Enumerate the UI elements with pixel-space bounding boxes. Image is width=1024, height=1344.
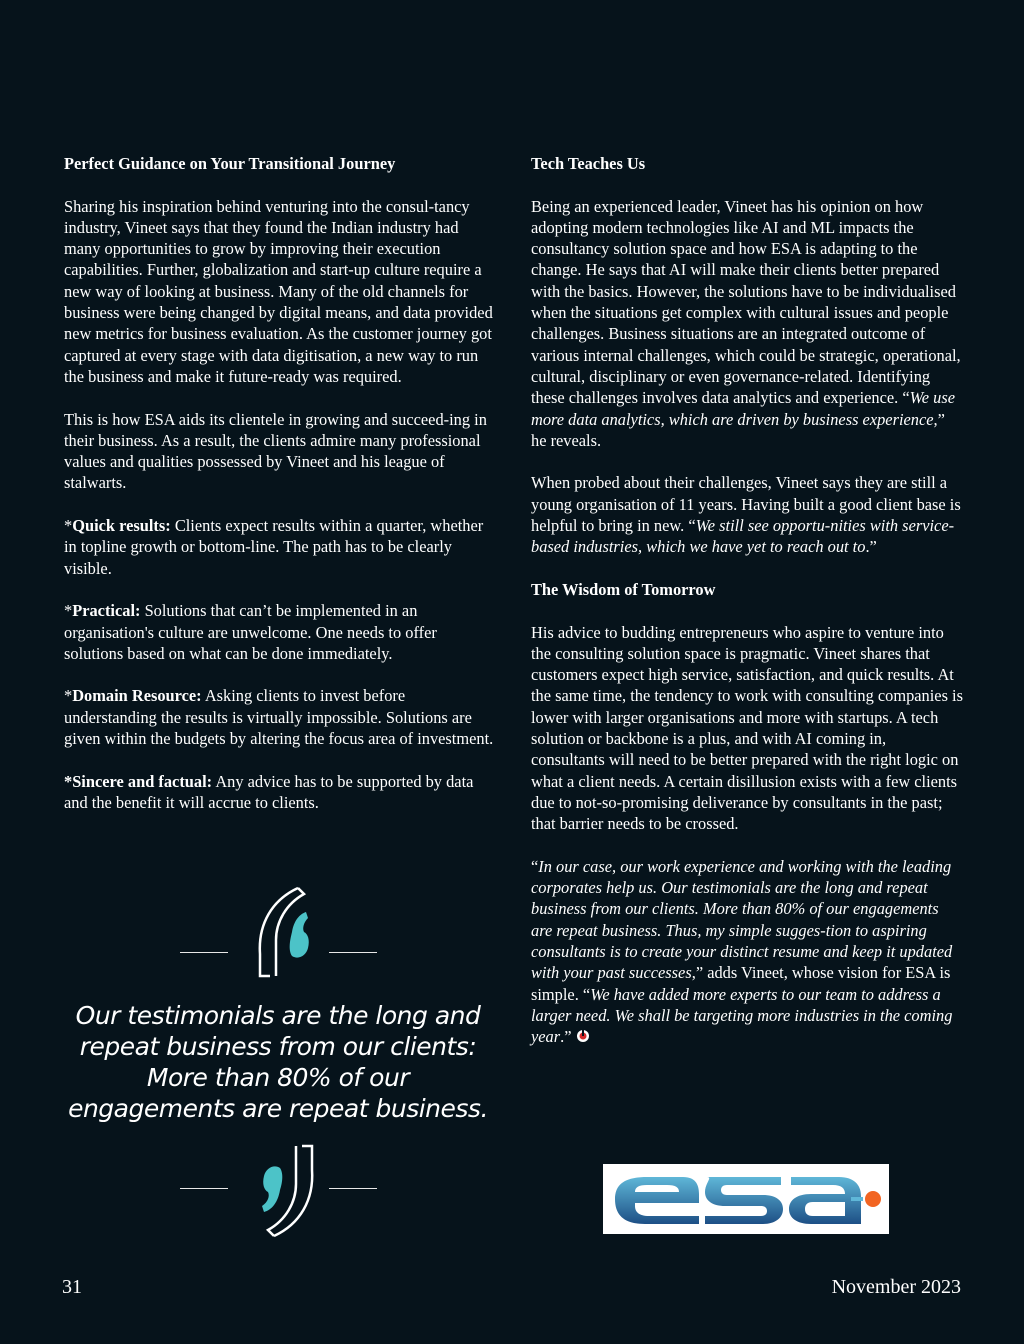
paragraph: Being an experienced leader, Vineet has his opinion on how adopting modern technologies like AI and ML impacts the consultancy solution space and how ESA is adapting to the change. He says that AI will make their clients better prepared with the basics. However, the solutions have to be individualised when the situations get complex with cultural issues and people challenges. Business situations are an integrated outcome of various internal challenges, which could be strategic, operational, cultural, disciplinary or even governance-related. Identifying these challenges involves data analytics and experience. “We use more data analytics, which are driven by business experience,” he reveals. <box>531 196 961 450</box>
section-heading-wisdom: The Wisdom of Tomorrow <box>531 579 716 599</box>
esa-logo <box>603 1164 889 1234</box>
divider <box>180 952 228 953</box>
paragraph: “In our case, our work experience and working with the leading corporates help us. Our testimonials are the long and repeat business from our clients. More than 80% of our engagements are repeat business. Thus, my simple sugges-tion to aspiring consultants is to create your distinct resume and keep it updated with your past successes,” adds Vineet, whose vision for ESA is simple. “We have added more experts to our team to address a larger need. We shall be targeting more industries in the coming year.” <box>531 856 953 1047</box>
list-item: *Practical: Solutions that can’t be implemented in an organisation's culture are unwelcome. One needs to offer solutions based on what can be done immediately. <box>64 601 437 663</box>
end-mark-icon <box>576 1029 590 1043</box>
section-heading-guidance: Perfect Guidance on Your Transitional Journey <box>64 154 396 173</box>
list-item: *Domain Resource: Asking clients to invest before understanding the results is virtually impossible. Solutions are given within the budgets by altering the focus area of investment. <box>64 686 494 749</box>
open-quote-icon <box>250 884 322 980</box>
close-quote-icon <box>250 1142 322 1240</box>
list-item: *Quick results: Clients expect results within a quarter, whether in topline growth or bottom-line. The path has to be clearly visible. <box>64 516 484 578</box>
divider <box>329 1188 377 1189</box>
right-column <box>531 153 963 1069</box>
paragraph: When probed about their challenges, Vineet says they are still a young organisation of 11 years. Having built a good client base is helpful to bring in new. “We still see opportu-nities with service-based industries, which we have yet to reach out to.” <box>531 473 961 557</box>
page-number: 31 <box>62 1276 82 1298</box>
paragraph: This is how ESA aids its clientele in growing and succeed-ing in their business. As a result, the clients admire many professional values and qualities possessed by Vineet and his league of stalwarts. <box>64 409 487 493</box>
list-item: *Sincere and factual: Any advice has to be supported by data and the benefit it will accrue to clients. <box>64 771 474 812</box>
divider <box>329 952 377 953</box>
esa-logo-icon <box>603 1164 889 1234</box>
issue-date: November 2023 <box>831 1276 961 1298</box>
pull-quote-text: Our testimonials are the long and repeat business from our clients: More than 80% of our engagements are repeat business. <box>68 1001 488 1123</box>
left-column <box>64 153 496 835</box>
paragraph: Sharing his inspiration behind venturing into the consul-tancy industry, Vineet says that they found the Indian industry had many opportunities to grow by improving their execution capabilities. Further, globalization and start-up culture require a new way of looking at business. Many of the old channels for business were being changed by digital means, and data provided new metrics for business evaluation. As the customer journey got captured at every stage with data digitisation, a new way to run the business and make it future-ready was required. <box>64 196 493 386</box>
paragraph: His advice to budding entrepreneurs who aspire to venture into the consulting solution space is pragmatic. Vineet shares that customers expect high service, satisfaction, and quick results. At the same time, the tendency to work with consulting companies is lower with larger organisations and more with startups. A tech solution or backbone is a plus, and with AI coming in, consultants will need to be better prepared with the right logic on what a client needs. A certain disillusion exists with a few clients due to not-so-promising deliverance by consultants in the past; that barrier needs to be crossed. <box>531 622 963 834</box>
section-heading-tech: Tech Teaches Us <box>531 154 646 173</box>
divider <box>180 1188 228 1189</box>
pull-quote-block <box>64 880 492 1250</box>
